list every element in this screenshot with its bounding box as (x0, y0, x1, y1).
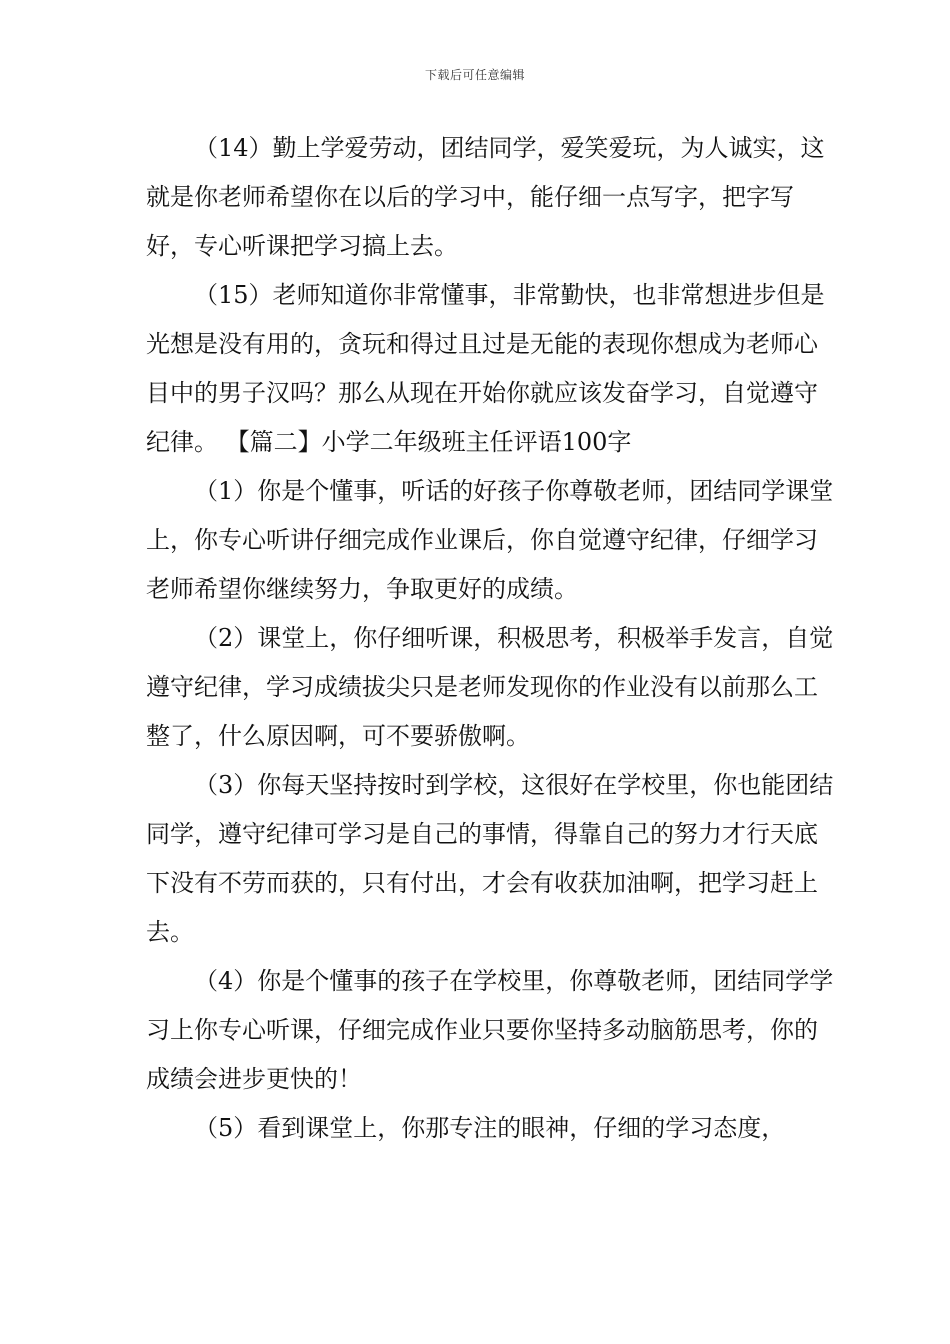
paragraph-3: （3）你每天坚持按时到学校，这很好在学校里，你也能团结同学，遵守纪律可学习是自己的事情，得靠自己的努力才行天底下没有不劳而获的，只有付出，才会有收获加油啊，把学习赶上去。 (146, 771, 834, 946)
paragraph-5: （5）看到课堂上，你那专注的眼神，仔细的学习态度， (194, 1114, 786, 1142)
paragraph-1: （1）你是个懂事，听话的好孩子你尊敬老师，团结同学课堂上，你专心听讲仔细完成作业课后，你自觉遵守纪律，仔细学习老师希望你继续努力，争取更好的成绩。 (146, 477, 834, 603)
paragraph-15: （15）老师知道你非常懂事，非常勤快，也非常想进步但是光想是没有用的，贪玩和得过且过是无能的表现你想成为老师心目中的男子汉吗？那么从现在开始你就应该发奋学习，自觉遵守纪律。 【篇二】小学二年级班主任评语100字 (146, 281, 825, 456)
paragraph-14: （14）勤上学爱劳动，团结同学，爱笑爱玩，为人诚实，这就是你老师希望你在以后的学习中，能仔细一点写字，把字写好，专心听课把学习搞上去。 (146, 134, 825, 260)
paragraph-4: （4）你是个懂事的孩子在学校里，你尊敬老师，团结同学学习上你专心听课，仔细完成作业只要你坚持多动脑筋思考，你的成绩会进步更快的！ (146, 967, 834, 1093)
document-body (146, 124, 836, 1153)
paragraph-2: （2）课堂上，你仔细听课，积极思考，积极举手发言，自觉遵守纪律，学习成绩拔尖只是老师发现你的作业没有以前那么工整了，什么原因啊，可不要骄傲啊。 (146, 624, 834, 750)
header-note: 下载后可任意编辑 (424, 68, 525, 82)
